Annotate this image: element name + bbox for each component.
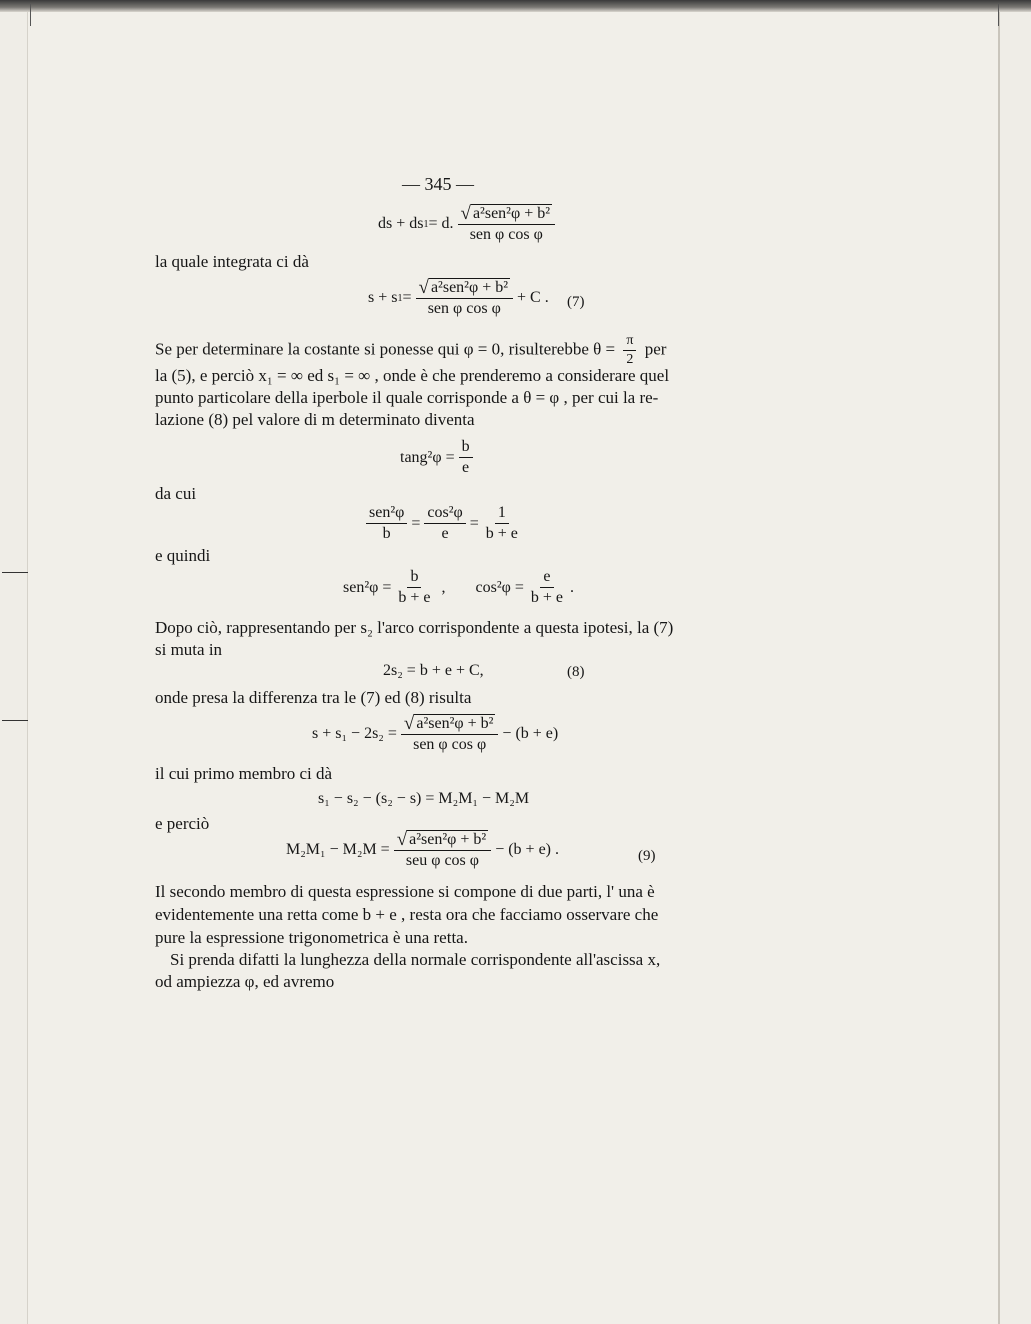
- equation-ds: [378, 204, 559, 244]
- equation-7: [368, 278, 549, 318]
- para2-line1: Dopo ciò, rappresentando per s₂ l'arco corrispondente a questa ipotesi, la (7): [155, 618, 674, 637]
- eq7-eq: =: [402, 289, 412, 306]
- eq-sen-lhs: sen²φ =: [343, 578, 392, 596]
- para4-line2: od ampiezza φ, ed avremo: [155, 972, 335, 991]
- equation-ratio: $\frac{\text{sen²φ}}{b}$ = $\frac{\text{cos²φ}}{e}$ = $\frac{1}{b + e}$: [362, 504, 525, 543]
- text-e-percio: e perciò: [155, 814, 210, 833]
- para4-line1: Si prenda difatti la lunghezza della normale corrispondente all'ascissa x,: [170, 950, 661, 969]
- eq-ds-fraction: [458, 204, 556, 244]
- eq7-tail: + C .: [517, 289, 549, 306]
- eq7-lhs: s + s: [368, 289, 398, 306]
- equation-tang: [400, 438, 477, 477]
- para1-line3: punto particolare della iperbole il quale corrisponde a θ = φ , per cui la re-: [155, 388, 659, 407]
- page-number: — 345 —: [402, 174, 474, 194]
- ratio-fraction-1: $\frac{\text{sen²φ}}{b}$: [366, 504, 407, 543]
- equation-number-7: (7): [567, 294, 585, 310]
- para2-line2: si muta in: [155, 640, 223, 659]
- equation-8: 2s₂ = b + e + C,: [383, 662, 484, 679]
- equation-diff: [312, 714, 558, 754]
- eq-sen-fraction: $\frac{b}{b + e}$: [398, 568, 431, 606]
- eq-cos-fraction: $\frac{e}{b + e}$: [530, 568, 564, 606]
- scan-top-edge: [0, 0, 1031, 12]
- eq-ds-denominator: sen φ cos φ: [469, 226, 543, 243]
- eq-cos-lhs: cos²φ =: [475, 578, 524, 596]
- eq7-fraction: [416, 278, 514, 318]
- ratio-fraction-2: $\frac{\text{cos²φ}}{e}$: [424, 504, 465, 543]
- para1-line2: la (5), e perciò x₁ = ∞ ed s₁ = ∞ , onde è che prenderemo a considerare quel: [155, 366, 670, 385]
- equation-sen-cos: sen²φ = $\frac{b}{b + e}$ , cos²φ = $\frac{e}{b + e}$ .: [343, 568, 575, 606]
- margin-tick: [2, 572, 28, 573]
- eq7-sub: 1: [397, 292, 403, 304]
- text-primo-membro: il cui primo membro ci dà: [155, 764, 333, 783]
- cut-mark: [998, 4, 999, 26]
- para3-line3: pure la espressione trigonometrica è una retta.: [155, 928, 468, 947]
- text-la-quale: la quale integrata ci dà: [155, 252, 309, 271]
- para3-line1: Il secondo membro di questa espressione si compone di due parti, l' una è: [155, 882, 655, 901]
- eq-ds-sub: 1: [423, 218, 429, 230]
- margin-tick: [2, 720, 28, 721]
- eq9-tail: − (b + e) .: [495, 841, 560, 858]
- eq-ds-mid: = d.: [428, 215, 454, 232]
- eq7-numerator: √ a²sen²φ + b²: [416, 278, 514, 299]
- eq-diff-fraction: √ a²sen²φ + b² sen φ cos φ: [401, 714, 499, 754]
- eq9-fraction: √ a²sen²φ + b² seu φ cos φ: [394, 830, 492, 870]
- eq-tang-fraction: $\frac{b}{e}$: [459, 438, 473, 477]
- equation-mm: s₁ − s₂ − (s₂ − s) = M₂M₁ − M₂M: [318, 790, 530, 807]
- eq-ds-numerator: √ a²sen²φ + b²: [458, 204, 556, 225]
- equation-9: [286, 830, 559, 870]
- equation-number-9: (9): [638, 848, 656, 864]
- cut-mark: [30, 4, 31, 26]
- eq9-lhs: M₂M₁ − M₂M =: [286, 841, 390, 858]
- para3-line2: evidentemente una retta come b + e , resta ora che facciamo osservare che: [155, 905, 659, 924]
- para1-line1: Se per determinare la costante si ponesse qui φ = 0, risulterebbe θ = $\frac{\pi}{2}$ per: [155, 333, 667, 367]
- eq-diff-tail: − (b + e): [502, 725, 559, 742]
- theta-fraction: $\frac{\pi}{2}$: [623, 333, 636, 368]
- eq-diff-lhs: s + s₁ − 2s₂ =: [312, 725, 397, 742]
- para1-line4: lazione (8) pel valore di m determinato diventa: [155, 410, 475, 429]
- text-onde: onde presa la differenza tra le (7) ed (8) risulta: [155, 688, 472, 707]
- eq-tang-lhs: tang²φ =: [400, 448, 455, 466]
- equation-number-8: (8): [567, 664, 585, 680]
- text-da-cui: da cui: [155, 484, 197, 503]
- text-e-quindi: e quindi: [155, 546, 211, 565]
- ratio-fraction-3: $\frac{1}{b + e}$: [485, 504, 518, 542]
- eq-ds-lhs: ds + ds: [378, 215, 424, 232]
- eq7-denominator: sen φ cos φ: [427, 300, 501, 317]
